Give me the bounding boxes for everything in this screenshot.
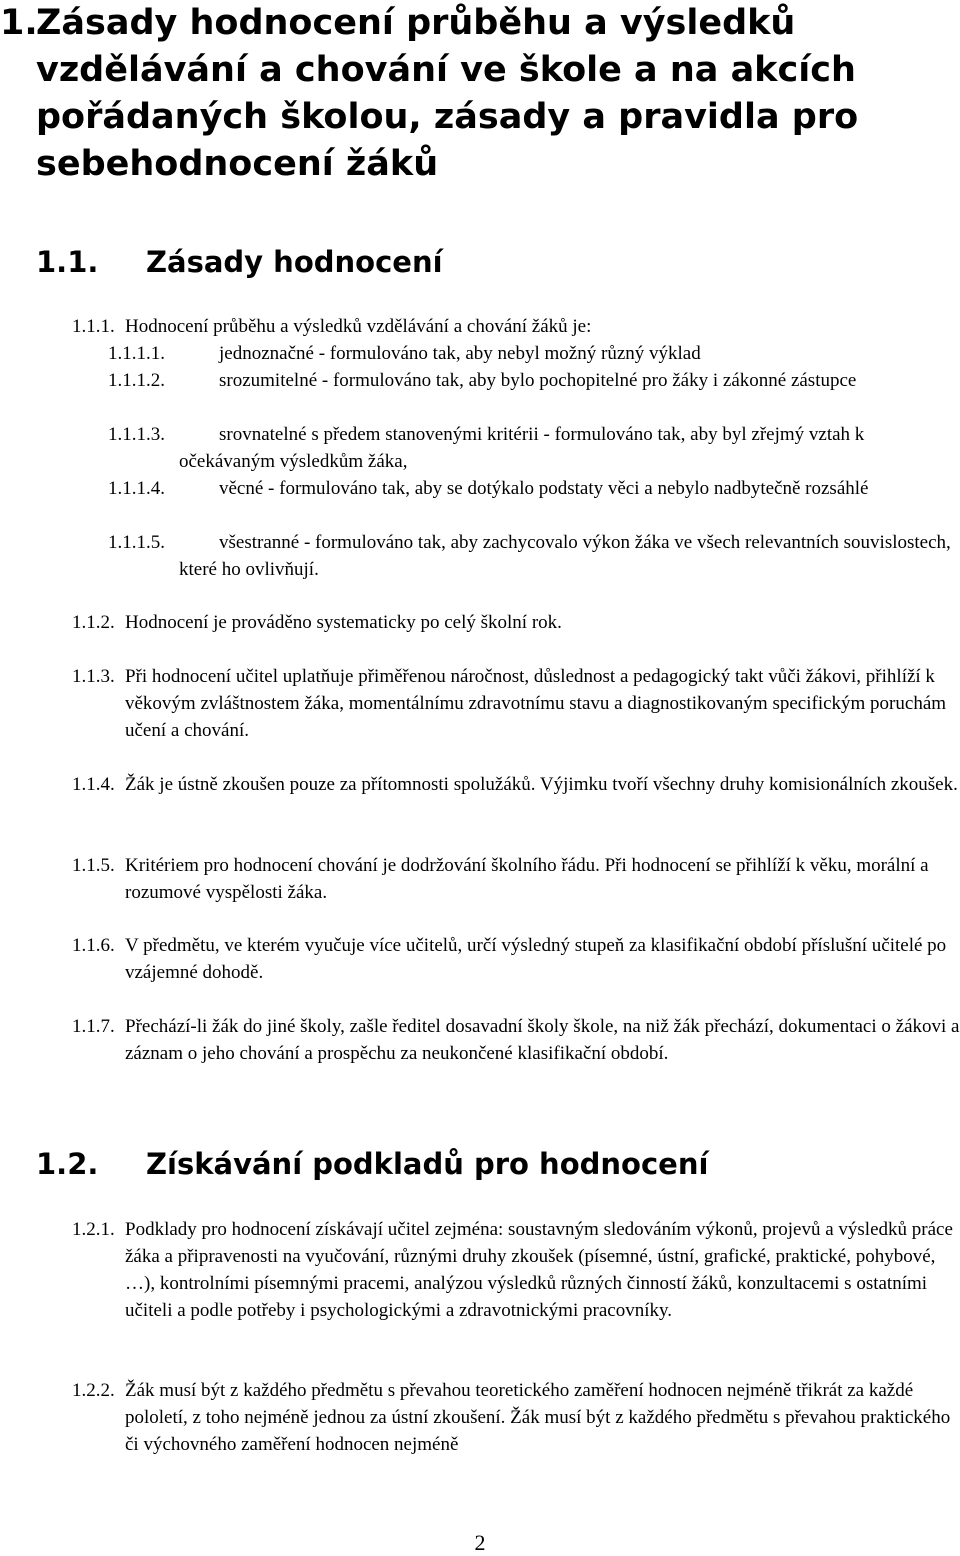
item-text: Hodnocení je prováděno systematicky po celý školní rok. [125, 612, 562, 633]
heading-1-1-title: Zásady hodnocení [146, 245, 443, 279]
item-text: srozumitelné - formulováno tak, aby bylo pochopitelné pro žáky i zákonné zástupce [219, 370, 857, 391]
item-number: 1.1.2. [72, 612, 115, 633]
heading-1-1-number: 1.1. [36, 245, 99, 279]
heading-1-2-title: Získávání podkladů pro hodnocení [146, 1147, 709, 1181]
item-number: 1.1.1.5. [108, 532, 165, 553]
item-text: jednoznačné - formulováno tak, aby nebyl možný různý výklad [219, 343, 701, 364]
item-text: V předmětu, ve kterém vyučuje více učitelů, určí výsledný stupeň za klasifikační období příslušní učitelé po vzájemné dohodě. [125, 935, 947, 983]
item-number: 1.1.1. [72, 316, 115, 337]
item-text: Žák musí být z každého předmětu s převahou teoretického zaměření hodnocen nejméně třikrát za každé pololetí, z toho nejméně jednou za ústní zkoušení. Žák musí být z každého předmětu s převahou praktického či výchovného zaměření hodnocen nejméně [125, 1380, 951, 1455]
item-text: věcné - formulováno tak, aby se dotýkalo podstaty věci a nebylo nadbytečně rozsáhlé [219, 478, 869, 499]
item-text: Podklady pro hodnocení získávají učitel zejména: soustavným sledováním výkonů, projevů a výsledků práce žáka a připravenosti na vyučování, různými druhy zkoušek (písemné, ústní, grafické, praktické, pohybové, …), kontrolními písemnými pracemi, analýzou výsledků různých činností žáků, konzultacemi s ostatními učiteli a podle potřeby i psychologickými a zdravotnickými pracovníky. [125, 1219, 953, 1321]
page-number: 2 [474, 1530, 486, 1555]
item-number: 1.1.4. [72, 774, 115, 795]
item-text: všestranné - formulováno tak, aby zachycovalo výkon žáka ve všech relevantních souvislostech, které ho ovlivňují. [179, 532, 951, 580]
item-text: Žák je ústně zkoušen pouze za přítomnosti spolužáků. Výjimku tvoří všechny druhy komisionálních zkoušek. [125, 774, 958, 795]
item-number: 1.1.1.3. [108, 424, 165, 445]
item-number: 1.1.5. [72, 855, 115, 876]
item-text: Při hodnocení učitel uplatňuje přiměřenou náročnost, důslednost a pedagogický takt vůči žákovi, přihlíží k věkovým zvláštnostem žáka, momentálnímu zdravotnímu stavu a diagnostikovaným specifickým poruchám učení a chování. [125, 666, 947, 741]
item-text: srovnatelné s předem stanovenými kritérii - formulováno tak, aby byl zřejmý vztah k očekávaným výsledkům žáka, [179, 424, 865, 472]
item-number: 1.1.1.4. [108, 478, 165, 499]
heading-1-title: Zásady hodnocení průběhu a výsledků vzdělávání a chování ve škole a na akcích pořádaných školou, zásady a pravidla pro sebehodnocení žáků [36, 3, 859, 184]
item-text: Hodnocení průběhu a výsledků vzdělávání a chování žáků je: [125, 316, 592, 337]
heading-1-2-number: 1.2. [36, 1147, 99, 1181]
item-number: 1.1.7. [72, 1016, 115, 1037]
item-number: 1.2.1. [72, 1219, 115, 1240]
item-text: Přechází-li žák do jiné školy, zašle ředitel dosavadní školy škole, na niž žák přechází, dokumentaci o žákovi a záznam o jeho chování a prospěchu za neukončené klasifikační období. [125, 1016, 960, 1064]
item-number: 1.1.1.2. [108, 370, 165, 391]
item-number: 1.1.1.1. [108, 343, 165, 364]
item-number: 1.1.6. [72, 935, 115, 956]
item-number: 1.2.2. [72, 1380, 115, 1401]
item-number: 1.1.3. [72, 666, 115, 687]
heading-1-number: 1. [0, 3, 38, 43]
item-text: Kritériem pro hodnocení chování je dodržování školního řádu. Při hodnocení se přihlíží k věku, morální a rozumové vyspělosti žáka. [125, 855, 929, 903]
